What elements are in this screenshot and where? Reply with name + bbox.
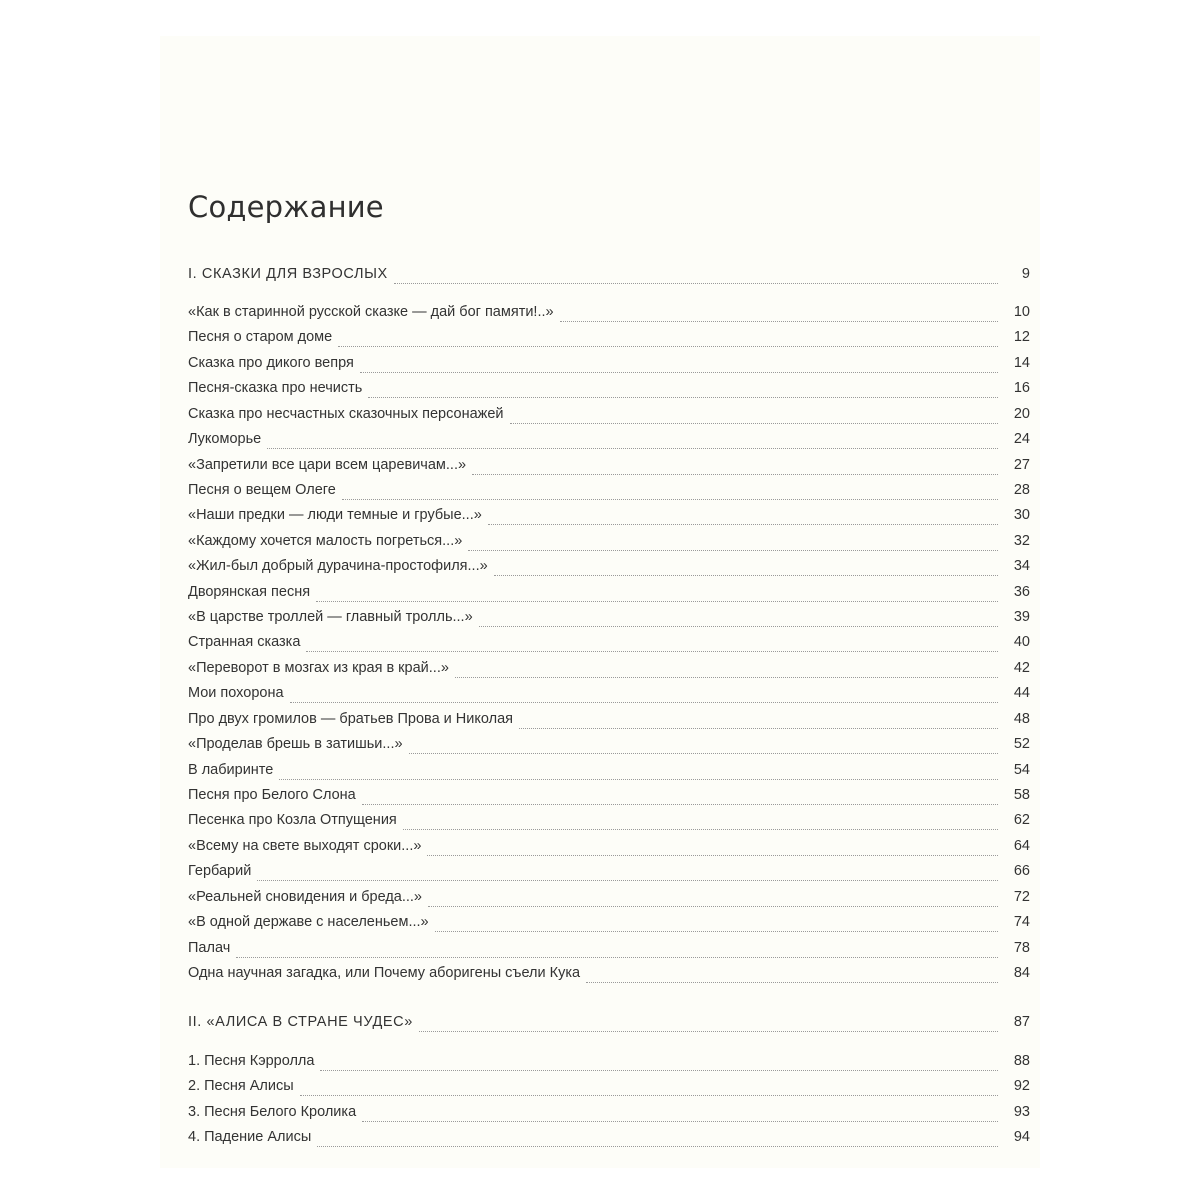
- dot-leader: [342, 498, 998, 500]
- dot-leader: [300, 1094, 998, 1096]
- toc-entry[interactable]: [188, 584, 1030, 608]
- toc-entry[interactable]: [188, 889, 1030, 913]
- dot-leader: [472, 473, 998, 475]
- entry-title: «Наши предки — люди темные и грубые...»: [188, 507, 482, 523]
- entry-title: Про двух громилов — братьев Прова и Николая: [188, 711, 514, 727]
- entry-title: Сказка про дикого вепря: [188, 355, 354, 371]
- dot-leader: [494, 574, 998, 576]
- dot-leader: [428, 905, 998, 907]
- page-number: 44: [1013, 685, 1030, 701]
- toc-section-heading[interactable]: [188, 266, 1030, 290]
- dot-leader: [510, 422, 998, 424]
- dot-leader: [360, 371, 998, 373]
- toc-entry[interactable]: [188, 838, 1030, 862]
- page-number: 84: [1013, 965, 1030, 981]
- dot-leader: [427, 854, 998, 856]
- toc-entry[interactable]: [188, 355, 1030, 379]
- toc-entry[interactable]: [188, 1129, 1030, 1153]
- dot-leader: [468, 549, 998, 551]
- dot-leader: [257, 879, 998, 881]
- page-number: 58: [1013, 787, 1030, 803]
- dot-leader: [409, 752, 998, 754]
- toc-entry[interactable]: [188, 685, 1030, 709]
- toc-entry[interactable]: [188, 940, 1030, 964]
- entry-title: Странная сказка: [188, 634, 301, 650]
- dot-leader: [419, 1030, 998, 1032]
- toc-entry[interactable]: [188, 660, 1030, 684]
- page-number: 88: [1013, 1053, 1030, 1069]
- entry-title: «Проделав брешь в затишьи...»: [188, 736, 403, 752]
- dot-leader: [435, 930, 998, 932]
- entry-title: «Каждому хочется малость погреться...»: [188, 533, 463, 549]
- dot-leader: [403, 828, 998, 830]
- dot-leader: [317, 1145, 998, 1147]
- page-number: 12: [1013, 329, 1030, 345]
- page-number: 27: [1013, 457, 1030, 473]
- entry-title: В лабиринте: [188, 762, 274, 778]
- toc-entry[interactable]: [188, 914, 1030, 938]
- page-number: 10: [1013, 304, 1030, 320]
- toc-entry[interactable]: [188, 457, 1030, 481]
- page-number: 9: [1021, 266, 1030, 282]
- entry-title: 1. Песня Кэрролла: [188, 1053, 315, 1069]
- entry-title: «В одной державе с населеньем...»: [188, 914, 429, 930]
- entry-title: «Жил-был добрый дурачина-простофиля...»: [188, 558, 488, 574]
- page-title: Содержание: [188, 190, 384, 224]
- page-number: 93: [1013, 1104, 1030, 1120]
- dot-leader: [320, 1069, 998, 1071]
- dot-leader: [290, 701, 998, 703]
- entry-title: 3. Песня Белого Кролика: [188, 1104, 357, 1120]
- toc-entry[interactable]: [188, 380, 1030, 404]
- dot-leader: [368, 396, 998, 398]
- entry-title: Песня о старом доме: [188, 329, 333, 345]
- toc-entry[interactable]: [188, 558, 1030, 582]
- page-number: 78: [1013, 940, 1030, 956]
- entry-title: Песенка про Козла Отпущения: [188, 812, 397, 828]
- page-number: 14: [1013, 355, 1030, 371]
- page-number: 28: [1013, 482, 1030, 498]
- toc-entry[interactable]: [188, 812, 1030, 836]
- dot-leader: [488, 523, 998, 525]
- toc-entry[interactable]: [188, 634, 1030, 658]
- dot-leader: [236, 956, 998, 958]
- toc-entry[interactable]: [188, 965, 1030, 989]
- page-number: 16: [1013, 380, 1030, 396]
- entry-title: 4. Падение Алисы: [188, 1129, 312, 1145]
- dot-leader: [519, 727, 998, 729]
- toc-entry[interactable]: [188, 787, 1030, 811]
- toc-entry[interactable]: [188, 863, 1030, 887]
- dot-leader: [316, 600, 998, 602]
- toc-entry[interactable]: [188, 533, 1030, 557]
- dot-leader: [455, 676, 998, 678]
- page-number: 34: [1013, 558, 1030, 574]
- page-number: 87: [1013, 1014, 1030, 1030]
- dot-leader: [267, 447, 998, 449]
- entry-title: Мои похорона: [188, 685, 284, 701]
- entry-title: «В царстве троллей — главный тролль...»: [188, 609, 473, 625]
- toc-entry[interactable]: [188, 1104, 1030, 1128]
- dot-leader: [479, 625, 998, 627]
- toc-entry[interactable]: [188, 1053, 1030, 1077]
- entry-title: Гербарий: [188, 863, 252, 879]
- page-number: 62: [1013, 812, 1030, 828]
- page-number: 52: [1013, 736, 1030, 752]
- page-number: 74: [1013, 914, 1030, 930]
- page-number: 20: [1013, 406, 1030, 422]
- toc-entry[interactable]: [188, 736, 1030, 760]
- toc-entry[interactable]: [188, 711, 1030, 735]
- dot-leader: [306, 650, 998, 652]
- toc-entry[interactable]: [188, 431, 1030, 455]
- entry-title: «Запретили все цари всем царевичам...»: [188, 457, 467, 473]
- page-number: 92: [1013, 1078, 1030, 1094]
- entry-title: Песня про Белого Слона: [188, 787, 356, 803]
- toc-entry[interactable]: [188, 406, 1030, 430]
- toc-entry[interactable]: [188, 1078, 1030, 1102]
- page-number: 64: [1013, 838, 1030, 854]
- toc-entry[interactable]: [188, 609, 1030, 633]
- entry-title: Сказка про несчастных сказочных персонажей: [188, 406, 504, 422]
- entry-title: Дворянская песня: [188, 584, 311, 600]
- entry-title: Лукоморье: [188, 431, 262, 447]
- page-number: 72: [1013, 889, 1030, 905]
- toc-section-heading[interactable]: [188, 1014, 1030, 1038]
- toc-entry[interactable]: [188, 482, 1030, 506]
- section-title: II. «АЛИСА В СТРАНЕ ЧУДЕС»: [188, 1014, 413, 1030]
- dot-leader: [560, 320, 998, 322]
- page-number: 36: [1013, 584, 1030, 600]
- entry-title: Одна научная загадка, или Почему аборигены съели Кука: [188, 965, 581, 981]
- toc-entry[interactable]: [188, 762, 1030, 786]
- entry-title: 2. Песня Алисы: [188, 1078, 294, 1094]
- page-number: 48: [1013, 711, 1030, 727]
- page-number: 42: [1013, 660, 1030, 676]
- dot-leader: [586, 981, 998, 983]
- entry-title: Палач: [188, 940, 231, 956]
- dot-leader: [394, 282, 998, 284]
- entry-title: Песня-сказка про нечисть: [188, 380, 363, 396]
- entry-title: «Как в старинной русской сказке — дай бог памяти!..»: [188, 304, 554, 320]
- entry-title: «Переворот в мозгах из края в край...»: [188, 660, 449, 676]
- entry-title: «Реальней сновидения и бреда...»: [188, 889, 422, 905]
- page-number: 54: [1013, 762, 1030, 778]
- page-number: 40: [1013, 634, 1030, 650]
- page-number: 39: [1013, 609, 1030, 625]
- entry-title: Песня о вещем Олеге: [188, 482, 336, 498]
- toc-entry[interactable]: [188, 507, 1030, 531]
- dot-leader: [362, 1120, 998, 1122]
- page-number: 94: [1013, 1129, 1030, 1145]
- dot-leader: [279, 778, 998, 780]
- page-number: 24: [1013, 431, 1030, 447]
- toc-entry[interactable]: [188, 304, 1030, 328]
- dot-leader: [362, 803, 998, 805]
- dot-leader: [338, 345, 998, 347]
- page-number: 66: [1013, 863, 1030, 879]
- section-title: I. СКАЗКИ ДЛЯ ВЗРОСЛЫХ: [188, 266, 388, 282]
- entry-title: «Всему на свете выходят сроки...»: [188, 838, 422, 854]
- page-number: 30: [1013, 507, 1030, 523]
- toc-entry[interactable]: [188, 329, 1030, 353]
- page-number: 32: [1013, 533, 1030, 549]
